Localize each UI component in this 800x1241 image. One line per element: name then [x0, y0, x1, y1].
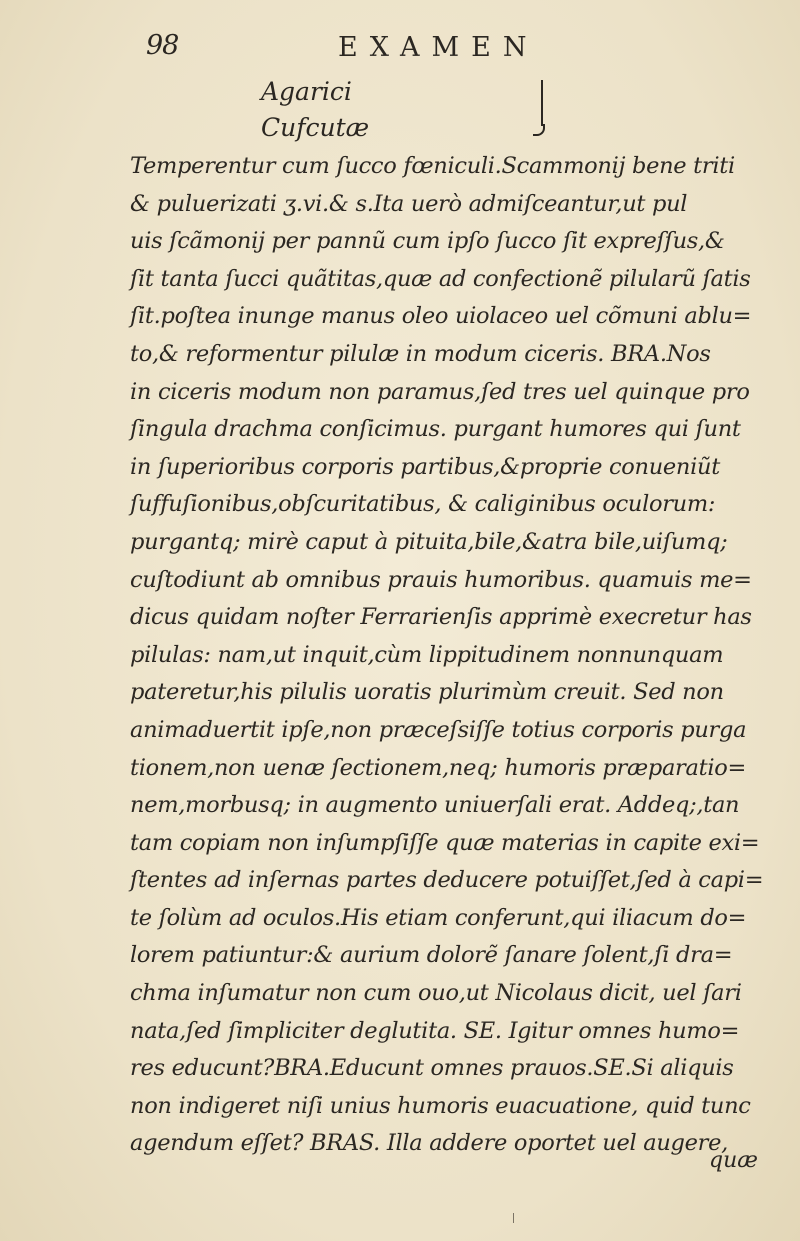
- text-line: uis ſcãmonij per pannũ cum ipſo ſucco ſit expreſſus,&: [130, 228, 725, 255]
- text-line: Temperentur cum ſucco fœniculi.Scammonij bene triti: [130, 153, 735, 179]
- text-line: tionem,non uenæ ſectionem,neq; humoris præparatio=: [130, 754, 747, 781]
- body-text: [130, 148, 764, 1163]
- text-line: ſtentes ad inſernas partes deducere potuiſſet,ſed à capi=: [130, 867, 764, 894]
- paper-speck: [513, 1213, 514, 1223]
- text-line: chma inſumatur non cum ouo,ut Nicolaus dicit, uel ſari: [130, 980, 742, 1007]
- running-head: EXAMEN: [338, 32, 539, 63]
- text-line: in ſuperioribus corporis partibus,&proprie conueniũt: [130, 453, 720, 480]
- text-line: ſingula drachma conſicimus. purgant humores qui ſunt: [130, 416, 741, 443]
- recipe-item: Agarici: [261, 77, 352, 106]
- recipe-ingredients: [261, 74, 561, 146]
- text-line: agendum eſſet? BRAS. Illa addere oportet uel augere,: [130, 1130, 728, 1157]
- catchword: quæ: [709, 1148, 758, 1173]
- page-header: [146, 28, 746, 68]
- text-line: in ciceris modum non paramus,ſed tres uel quinque pro: [130, 378, 750, 405]
- text-line: to,& reformentur pilulæ in modum ciceris. BRA.Nos: [130, 340, 711, 367]
- text-line: animaduertit ipſe,non præceſsiſſe totius corporis purga: [130, 716, 747, 743]
- page-number: 98: [146, 30, 179, 61]
- text-line: ſit tanta ſucci quãtitas,quæ ad confectionẽ pilularũ ſatis: [130, 265, 751, 292]
- text-line: non indigeret niſi unius humoris euacuatione, quid tunc: [130, 1092, 751, 1119]
- text-line: tam copiam non inſumpſiſſe quæ materias in capite exi=: [130, 829, 760, 856]
- text-line: nem,morbusq; in augmento uniuerſali erat. Addeq;,tan: [130, 792, 740, 819]
- brace-mark: [539, 80, 545, 142]
- text-line: & puluerizati ʒ.vi.& s.Ita uerò admiſceantur,ut pul: [130, 190, 688, 217]
- text-line: ſuffuſionibus,obſcuritatibus, & caliginibus oculorum:: [130, 491, 716, 518]
- text-line: lorem patiuntur:& aurium dolorẽ ſanare ſolent,ſi dra=: [130, 942, 733, 969]
- text-line: te ſolùm ad oculos.His etiam conferunt,qui iliacum do=: [130, 904, 747, 931]
- text-line: cuſtodiunt ab omnibus prauis humoribus. quamuis me=: [130, 566, 752, 593]
- text-line: purgantq; mirè caput à pituita,bile,&atra bile,uiſumq;: [130, 528, 728, 555]
- text-line: ſit.poſtea inunge manus oleo uiolaceo uel cõmuni ablu=: [130, 303, 752, 330]
- text-line: nata,ſed ſimpliciter deglutita. SE. Igitur omnes humo=: [130, 1017, 740, 1044]
- recipe-item: Cufcutæ: [261, 113, 370, 142]
- text-line: pilulas: nam,ut inquit,cùm lippitudinem nonnunquam: [130, 641, 724, 668]
- text-line: res educunt?BRA.Educunt omnes prauos.SE.Si aliquis: [130, 1055, 734, 1082]
- text-line: pateretur,his pilulis uoratis plurimùm creuit. Sed non: [130, 679, 724, 706]
- text-line: dicus quidam noſter Ferrarienſis apprimè execretur has: [130, 604, 752, 631]
